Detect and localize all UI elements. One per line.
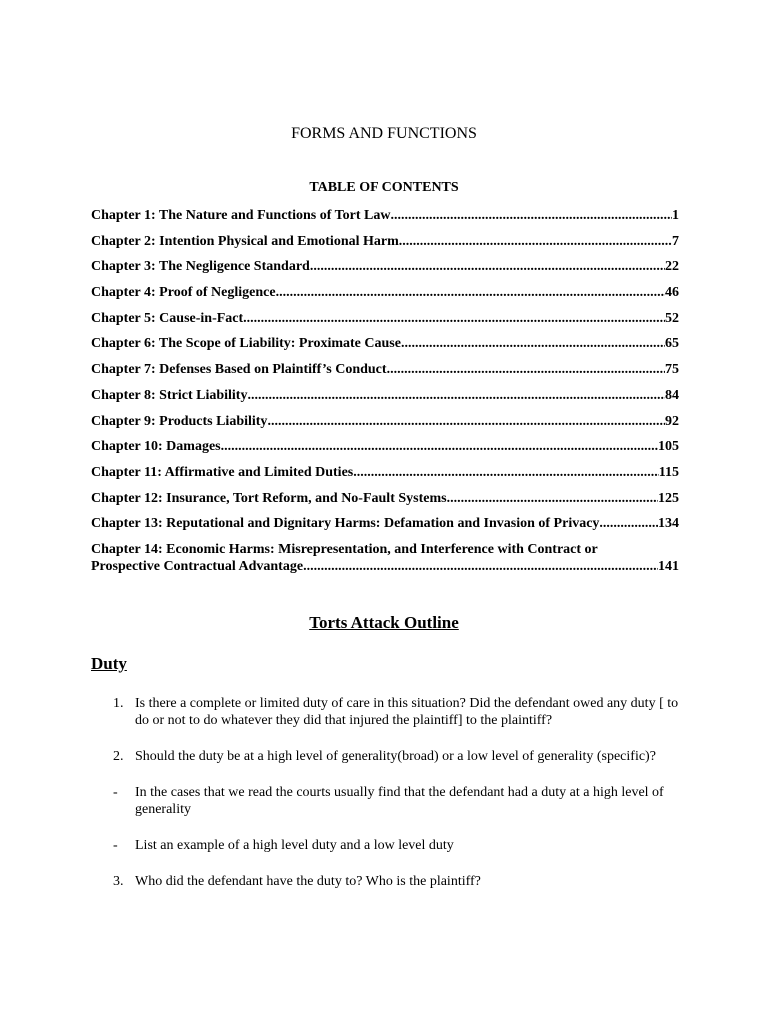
toc-page-number: 134 <box>658 516 679 532</box>
toc-page-number: 141 <box>658 558 679 574</box>
list-marker: - <box>113 838 118 853</box>
toc-entry-title: Chapter 1: The Nature and Functions of Tort Law <box>91 208 391 223</box>
toc-entry-title: Chapter 9: Products Liability <box>91 413 268 429</box>
toc-entry[interactable] <box>91 258 679 284</box>
toc-entry-title: Chapter 4: Proof of Negligence <box>91 285 276 301</box>
toc-page-number: 125 <box>658 490 679 506</box>
toc-heading: TABLE OF CONTENTS <box>309 180 459 195</box>
toc-entry-title: Chapter 6: The Scope of Liability: Proximate Cause <box>91 336 401 352</box>
toc-page-number: 105 <box>658 439 679 455</box>
toc-leader <box>247 387 665 404</box>
toc-entry[interactable] <box>91 207 679 233</box>
toc-leader <box>303 558 658 575</box>
list-item <box>91 837 681 854</box>
duty-question-list <box>91 695 681 909</box>
toc-page-number: 115 <box>658 464 679 480</box>
toc-entry-continuation <box>91 558 679 575</box>
list-marker: - <box>113 785 118 800</box>
toc-entry[interactable] <box>91 361 679 387</box>
toc-entry-title-continued: Prospective Contractual Advantage <box>91 558 304 574</box>
toc-entry-title: Chapter 8: Strict Liability <box>91 387 248 403</box>
toc-page-number: 1 <box>672 208 679 223</box>
toc-leader <box>387 361 665 378</box>
toc-entry-title: Chapter 3: The Negligence Standard <box>91 259 310 275</box>
list-item-text: In the cases that we read the courts usually find that the defendant had a duty at a high level of generality <box>135 785 664 817</box>
toc-entry-title: Chapter 13: Reputational and Dignitary Harms: Defamation and Invasion of Privacy <box>91 516 600 532</box>
list-item <box>91 784 681 818</box>
toc-entry[interactable] <box>91 335 679 361</box>
toc-page-number: 65 <box>665 336 679 352</box>
toc-entry[interactable] <box>91 438 679 464</box>
toc-entry[interactable] <box>91 387 679 413</box>
list-item <box>91 695 681 729</box>
toc-entry[interactable] <box>91 515 679 541</box>
toc-leader <box>276 284 665 301</box>
toc-page-number: 84 <box>665 387 679 403</box>
toc-entry-title: Chapter 12: Insurance, Tort Reform, and No-Fault Systems <box>91 490 447 506</box>
list-item-text: List an example of a high level duty and a low level duty <box>135 838 454 853</box>
toc-leader <box>243 310 665 327</box>
toc-leader <box>599 515 658 532</box>
list-marker: 2. <box>113 749 124 764</box>
section-heading-duty: Duty <box>91 654 127 673</box>
list-item-text: Should the duty be at a high level of generality(broad) or a low level of generality (specific)? <box>135 749 656 764</box>
toc-entry[interactable] <box>91 464 679 490</box>
list-marker: 3. <box>113 874 124 889</box>
toc-entry[interactable] <box>91 541 679 575</box>
toc-entry-title: Chapter 2: Intention Physical and Emotional Harm <box>91 233 399 249</box>
list-item-text: Who did the defendant have the duty to? Who is the plaintiff? <box>135 874 481 889</box>
toc-leader <box>221 438 658 455</box>
toc-entry[interactable] <box>91 284 679 310</box>
list-item <box>91 748 681 765</box>
toc-entry[interactable] <box>91 490 679 516</box>
toc-entry[interactable] <box>91 413 679 439</box>
outline-title: Torts Attack Outline <box>309 613 459 632</box>
list-item-text: Is there a complete or limited duty of care in this situation? Did the defendant owed any duty [ to do or not to do whatever they did that injured the plaintiff] to the plaintiff? <box>135 696 679 728</box>
toc-leader <box>267 413 665 430</box>
document-title: FORMS AND FUNCTIONS <box>291 125 477 142</box>
toc-entry-title: Chapter 10: Damages <box>91 439 221 455</box>
toc-leader <box>399 233 672 250</box>
toc-page-number: 52 <box>665 310 679 326</box>
toc-page-number: 46 <box>665 285 679 301</box>
toc-leader <box>447 490 658 507</box>
toc-entry-title: Chapter 11: Affirmative and Limited Duties <box>91 464 354 480</box>
toc-leader <box>390 207 672 224</box>
table-of-contents <box>91 207 679 575</box>
toc-entry-title: Chapter 5: Cause-in-Fact <box>91 310 244 326</box>
toc-entry-title: Chapter 7: Defenses Based on Plaintiff’s Conduct <box>91 362 387 378</box>
toc-page-number: 7 <box>672 233 679 249</box>
toc-leader <box>310 258 665 275</box>
toc-page-number: 75 <box>665 362 679 378</box>
list-item <box>91 873 681 890</box>
toc-leader <box>401 335 665 352</box>
list-marker: 1. <box>113 696 124 711</box>
toc-entry[interactable] <box>91 233 679 259</box>
toc-page-number: 92 <box>665 413 679 429</box>
toc-leader <box>353 464 659 481</box>
toc-page-number: 22 <box>665 259 679 275</box>
toc-entry-title: Chapter 14: Economic Harms: Misrepresentation, and Interference with Contract or <box>91 541 598 557</box>
toc-entry[interactable] <box>91 310 679 336</box>
